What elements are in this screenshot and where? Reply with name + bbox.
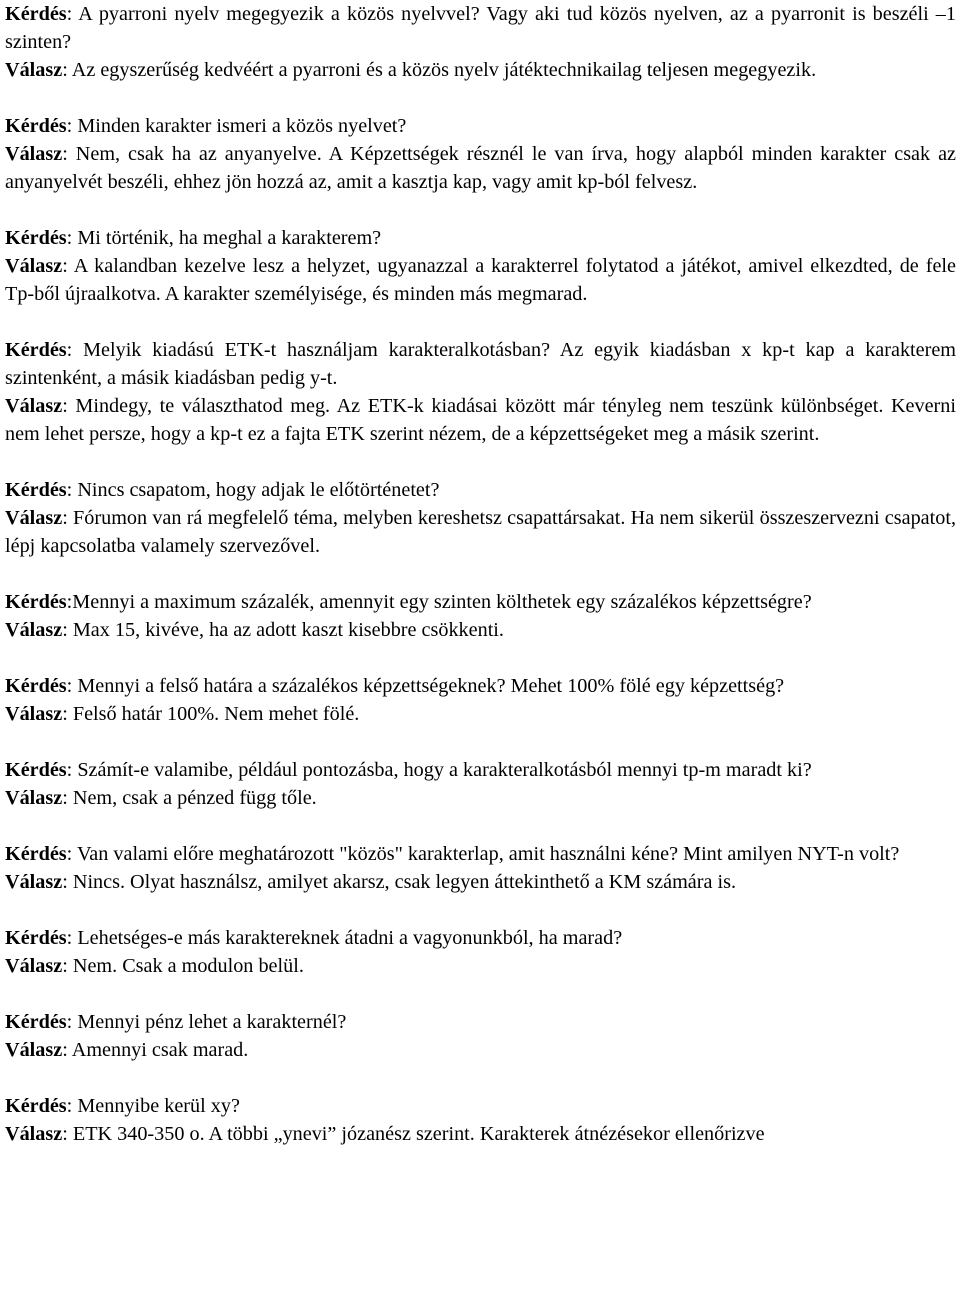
answer-paragraph — [5, 504, 956, 560]
question-text: :Mennyi a maximum százalék, amennyit egy szinten költhetek egy százalékos képzettségre? — [66, 591, 812, 613]
question-text: : Számít-e valamibe, például pontozásba, hogy a karakteralkotásból mennyi tp-m maradt ki? — [66, 759, 812, 781]
question-label: Kérdés — [5, 927, 67, 949]
answer-text: : Fórumon van rá megfelelő téma, melyben kereshetsz csapattársakat. Ha nem sikerül összeszervezni csapatot, lépj kapcsolatba valamely szervezővel. — [5, 507, 956, 557]
faq-item — [5, 588, 956, 644]
question-paragraph — [5, 336, 956, 392]
answer-text: : Nem, csak ha az anyanyelve. A Képzettségek résznél le van írva, hogy alapból minden karakter csak az anyanyelvét beszéli, ehhez jön hozzá az, amit a kasztja kap, vagy amit kp-ból felvesz. — [5, 143, 956, 193]
faq-item — [5, 0, 956, 84]
answer-paragraph — [5, 616, 956, 644]
answer-paragraph — [5, 392, 956, 448]
question-label: Kérdés — [5, 675, 67, 697]
answer-label: Válasz — [5, 955, 63, 977]
question-text: : Minden karakter ismeri a közös nyelvet? — [66, 115, 407, 137]
question-label: Kérdés — [5, 843, 67, 865]
question-paragraph — [5, 112, 956, 140]
answer-label: Válasz — [5, 1039, 63, 1061]
answer-text: : Amennyi csak marad. — [62, 1039, 249, 1061]
question-paragraph — [5, 1092, 956, 1120]
question-text: : Mennyi pénz lehet a karakternél? — [66, 1011, 347, 1033]
answer-paragraph — [5, 56, 956, 84]
faq-item — [5, 1092, 956, 1148]
question-text: : Mi történik, ha meghal a karakterem? — [66, 227, 382, 249]
question-paragraph — [5, 1008, 956, 1036]
answer-paragraph — [5, 868, 956, 896]
faq-item — [5, 840, 956, 896]
question-paragraph — [5, 756, 956, 784]
question-text: : Mennyi a felső határa a százalékos képzettségeknek? Mehet 100% fölé egy képzettség? — [66, 675, 785, 697]
answer-label: Válasz — [5, 703, 63, 725]
question-label: Kérdés — [5, 3, 67, 25]
question-label: Kérdés — [5, 115, 67, 137]
faq-item — [5, 224, 956, 308]
question-text: : Lehetséges-e más karaktereknek átadni a vagyonunkból, ha marad? — [66, 927, 623, 949]
answer-text: : Nincs. Olyat használsz, amilyet akarsz, csak legyen áttekinthető a KM számára is. — [62, 871, 737, 893]
answer-text: : A kalandban kezelve lesz a helyzet, ugyanazzal a karakterrel folytatod a játékot, amivel elkezdted, de fele Tp-ből újraalkotva. A karakter személyisége, és minden más megmarad. — [5, 255, 956, 305]
answer-paragraph — [5, 700, 956, 728]
answer-text: : Felső határ 100%. Nem mehet fölé. — [62, 703, 360, 725]
question-paragraph — [5, 588, 956, 616]
faq-item — [5, 476, 956, 560]
question-label: Kérdés — [5, 1095, 67, 1117]
question-paragraph — [5, 224, 956, 252]
answer-label: Válasz — [5, 255, 63, 277]
answer-text: : Az egyszerűség kedvéért a pyarroni és a közös nyelv játéktechnikailag teljesen megegyezik. — [62, 59, 817, 81]
faq-item — [5, 1008, 956, 1064]
answer-text: : Max 15, kivéve, ha az adott kaszt kisebbre csökkenti. — [62, 619, 504, 641]
question-text: : A pyarroni nyelv megegyezik a közös nyelvvel? Vagy aki tud közös nyelven, az a pyarronit is beszéli –1 szinten? — [5, 3, 956, 53]
answer-paragraph — [5, 1036, 956, 1064]
answer-text: : Nem, csak a pénzed függ tőle. — [62, 787, 317, 809]
question-paragraph — [5, 840, 956, 868]
answer-label: Válasz — [5, 59, 63, 81]
question-text: : Nincs csapatom, hogy adjak le előtörténetet? — [66, 479, 440, 501]
answer-paragraph — [5, 1120, 956, 1148]
question-label: Kérdés — [5, 759, 67, 781]
answer-paragraph — [5, 252, 956, 308]
question-text: : Melyik kiadású ETK-t használjam karakteralkotásban? Az egyik kiadásban x kp-t kap a karakterem szintenként, a másik kiadásban pedig y-t. — [5, 339, 956, 389]
question-paragraph — [5, 0, 956, 56]
question-paragraph — [5, 476, 956, 504]
answer-paragraph — [5, 784, 956, 812]
question-label: Kérdés — [5, 339, 67, 361]
answer-text: : Nem. Csak a modulon belül. — [62, 955, 304, 977]
faq-document — [5, 0, 956, 1176]
faq-item — [5, 756, 956, 812]
answer-label: Válasz — [5, 507, 63, 529]
answer-text: : Mindegy, te választhatod meg. Az ETK-k kiadásai között már tényleg nem teszünk különbséget. Keverni nem lehet persze, hogy a kp-t ez a fajta ETK szerint nézem, de a képzettségeket meg a másik szerint. — [5, 395, 956, 445]
question-paragraph — [5, 924, 956, 952]
answer-text: : ETK 340-350 o. A többi „ynevi” józanész szerint. Karakterek átnézésekor ellenőrizve — [62, 1123, 765, 1145]
question-label: Kérdés — [5, 479, 67, 501]
answer-label: Válasz — [5, 395, 63, 417]
faq-item — [5, 672, 956, 728]
answer-paragraph — [5, 140, 956, 196]
faq-item — [5, 336, 956, 448]
answer-label: Válasz — [5, 619, 63, 641]
question-paragraph — [5, 672, 956, 700]
faq-item — [5, 112, 956, 196]
answer-paragraph — [5, 952, 956, 980]
question-label: Kérdés — [5, 1011, 67, 1033]
answer-label: Válasz — [5, 143, 63, 165]
question-text: : Mennyibe kerül xy? — [66, 1095, 240, 1117]
answer-label: Válasz — [5, 1123, 63, 1145]
answer-label: Válasz — [5, 787, 63, 809]
question-label: Kérdés — [5, 227, 67, 249]
faq-item — [5, 924, 956, 980]
question-text: : Van valami előre meghatározott "közös" karakterlap, amit használni kéne? Mint amilyen NYT-n volt? — [66, 843, 900, 865]
question-label: Kérdés — [5, 591, 67, 613]
answer-label: Válasz — [5, 871, 63, 893]
